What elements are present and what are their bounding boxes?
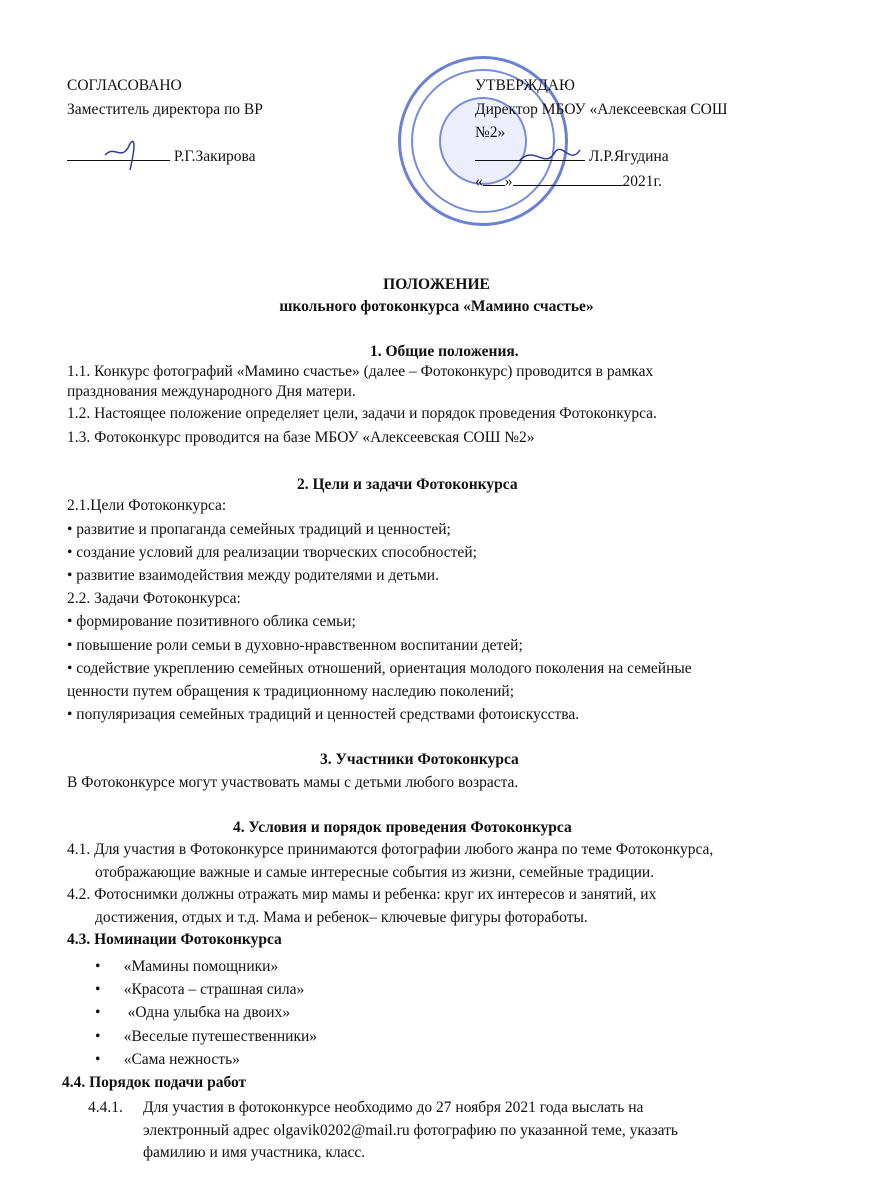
approval-right-position-cont: №2» [475,124,506,141]
text-line: 1.1. Конкурс фотографий «Мамино счастье» (далее – Фотоконкурс) проводится в рамках [67,363,654,380]
text-line: • формирование позитивного облика семьи; [67,613,356,630]
nomination-label: «Мамины помощники» [123,958,279,975]
text-line: 2.2. Задачи Фотоконкурса: [67,590,241,607]
text-line: Для участия в фотоконкурсе необходимо до 27 ноября 2021 года выслать на [143,1099,644,1116]
order-heading: 4.4. Порядок подачи работ [62,1074,247,1091]
text-line: электронный адрес olgavik0202@mail.ru фотографию по указанной теме, указать [143,1122,678,1139]
nomination-item: • «Одна улыбка на двоих» [95,1004,291,1021]
section-4-heading: 4. Условия и порядок проведения Фотоконкурса [233,819,572,836]
nomination-label: «Красота – страшная сила» [123,981,305,998]
approval-left-position: Заместитель директора по ВР [67,101,263,118]
nomination-label: «Веселые путешественники» [123,1028,318,1045]
order-number: 4.4.1. [88,1099,123,1116]
date-quote-open: « [475,173,483,190]
text-line: фамилию и имя участника, класс. [143,1144,366,1161]
text-line: • развитие и пропаганда семейных традиций и ценностей; [67,521,451,538]
text-line: 4.2. Фотоснимки должны отражать мир мамы и ребенка: круг их интересов и занятий, их [67,886,657,903]
nomination-item: • «Красота – страшная сила» [95,981,305,998]
signature-left [100,130,150,180]
signature-right [515,140,585,180]
approval-left-name: Р.Г.Закирова [173,148,256,165]
text-line: • развитие взаимодействия между родителями и детьми. [67,567,439,584]
text-line: 4.1. Для участия в Фотоконкурсе принимаются фотографии любого жанра по теме Фотоконкурса, [67,841,714,858]
approval-left-title: СОГЛАСОВАНО [67,77,182,94]
text-line: празднования международного Дня матери. [67,383,356,400]
section-3-heading: 3. Участники Фотоконкурса [320,751,519,768]
text-line: 2.1.Цели Фотоконкурса: [67,497,227,514]
section-1-heading: 1. Общие положения. [370,343,519,360]
nominations-heading: 4.3. Номинации Фотоконкурса [67,931,282,948]
text-line: В Фотоконкурсе могут участвовать мамы с детьми любого возраста. [67,774,519,791]
text-line: • популяризация семейных традиций и ценностей средствами фотоискусства. [67,706,580,723]
approval-right-position: Директор МБОУ «Алексеевская СОШ [475,101,728,118]
text-line: • создание условий для реализации творческих способностей; [67,544,477,561]
approval-right-name: Л.Р.Ягудина [588,148,669,165]
document-title: ПОЛОЖЕНИЕ [383,276,490,293]
text-line: • содействие укреплению семейных отношений, ориентация молодого поколения на семейные [67,660,692,677]
nomination-label: «Сама нежность» [123,1051,240,1068]
text-line: отображающие важные и самые интересные события из жизни, семейные традиции. [95,864,655,881]
nomination-item: • «Мамины помощники» [95,958,279,975]
document-subtitle: школьного фотоконкурса «Мамино счастье» [279,298,594,315]
text-line: 1.2. Настоящее положение определяет цели, задачи и порядок проведения Фотоконкурса. [67,405,657,422]
nomination-item: • «Веселые путешественники» [95,1028,318,1045]
text-line: ценности путем обращения к традиционному наследию поколений; [67,683,515,700]
section-2-heading: 2. Цели и задачи Фотоконкурса [297,476,518,493]
approval-right-title: УТВЕРЖДАЮ [475,77,575,94]
text-line: достижения, отдых и т.д. Мама и ребенок– ключевые фигуры фоторaботы. [95,909,588,926]
approval-year: 2021г. [622,173,662,190]
nomination-item: • «Сама нежность» [95,1051,240,1068]
text-line: • повышение роли семьи в духовно-нравственном воспитании детей; [67,637,523,654]
approval-left-signature [67,146,256,166]
nomination-label: «Одна улыбка на двоих» [123,1004,291,1021]
date-quote-close: » [504,173,513,190]
text-line: 1.3. Фотоконкурс проводится на базе МБОУ «Алексеевская СОШ №2» [67,429,535,446]
